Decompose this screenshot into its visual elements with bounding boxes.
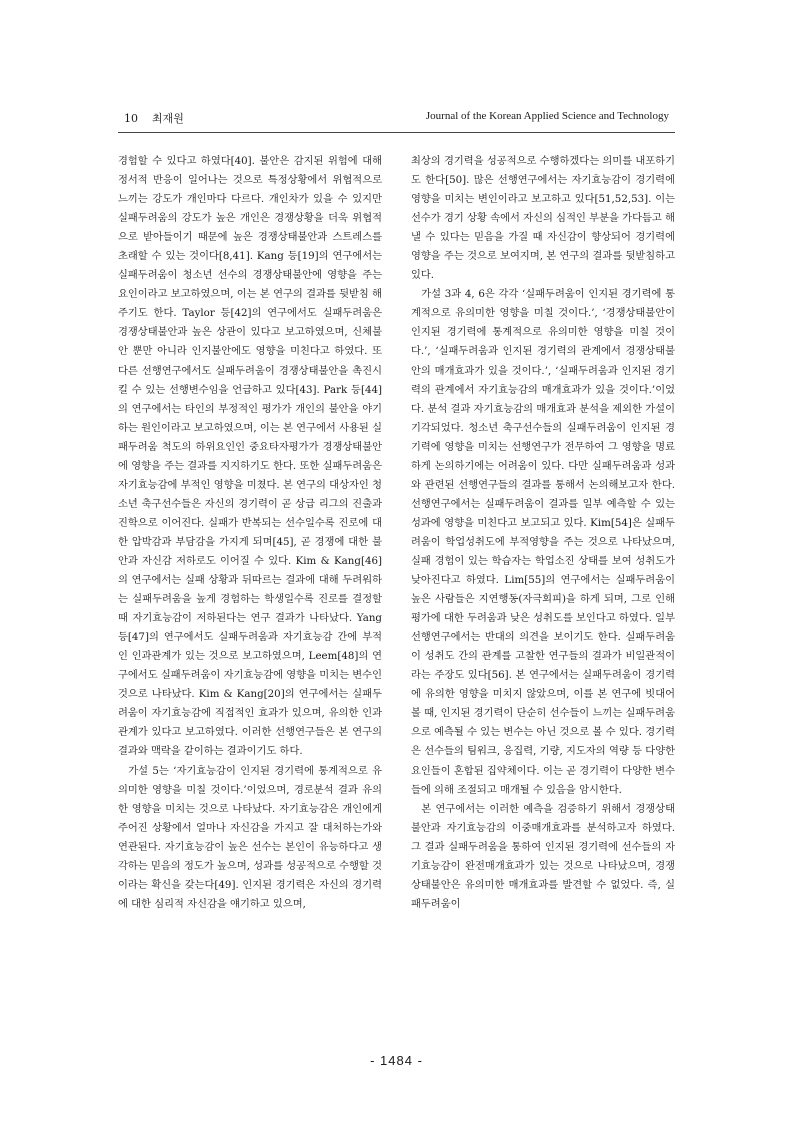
paragraph: 최상의 경기력을 성공적으로 수행하겠다는 의미를 내포하기도 한다[50]. 많은 선행연구에서는 자기효능감이 경기력에 영향을 미치는 변인이라고 보고하고 있다[51,52,53]. 이는 선수가 경기 상황 속에서 자신의 심적인 부분을 가다듬고 해낼 수 있다는 믿음을 가질 때 자신감이 향상되어 경기력에 영향을 주는 것으로 보여지며, 본 연구의 결과를 뒷받침하고 있다. — [411, 155, 675, 282]
right-column — [411, 152, 675, 914]
paragraph: 경험할 수 있다고 하였다[40]. 불안은 감지된 위험에 대해 정서적 반응이 일어나는 것으로 특정상황에서 위협적으로 느끼는 강도가 개인마다 다르다. 개인차가 있을 수 있지만 실패두려움의 강도가 높은 개인은 경쟁상황을 더욱 위협적으로 받아들이기 때문에 높은 경쟁상태불안과 스트레스를 초래할 수 있는 것이다[8,41]. Kang 등[19]의 연구에서는 실패두려움이 청소년 선수의 경쟁상태불안에 영향을 주는 요인이라고 보고하였으며, 이는 본 연구의 결과를 뒷받침 해주기도 한다. Taylor 등[42]의 연구에서도 실패두려움은 경쟁상태불안과 높은 상관이 있다고 보고하였으며, 신체불안 뿐만 아니라 인지불안에도 영향을 미친다고 하였다. 또 다른 선행연구에서도 실패두려움이 경쟁상태불안을 촉진시킬 수 있는 선행변수임을 언급하고 있다[43]. Park 등[44]의 연구에서는 타인의 부정적인 평가가 개인의 불안을 야기하는 원인이라고 보고하였으며, 이는 본 연구에서 사용된 실패두려움 척도의 하위요인인 중요타자평가가 경쟁상태불안에 영향을 주는 결과를 지지하기도 한다. 또한 실패두려움은 자기효능감에 부적인 영향을 미쳤다. 본 연구의 대상자인 청소년 축구선수들은 자신의 경기력이 곧 상급 리그의 진출과 진학으로 이어진다. 실패가 반복되는 선수일수록 진로에 대한 압박감과 부담감을 가지게 되며[45], 곧 경쟁에 대한 불안과 자신감 저하로도 이어질 수 있다. Kim & Kang[46]의 연구에서는 실패 상황과 뒤따르는 결과에 대해 두려워하는 실패두려움을 높게 경험하는 학생일수록 진로를 결정할 때 자기효능감이 저하된다는 연구 결과가 나타났다. Yang 등[47]의 연구에서도 실패두려움과 자기효능감 간에 부적인 인과관계가 있는 것으로 보고하였으며, Leem[48]의 연구에서도 실패두려움이 자기효능감에 영향을 미치는 변수인 것으로 나타났다. Kim & Kang[20]의 연구에서는 실패두려움이 자기효능감에 직접적인 효과가 있으며, 유의한 인과관계가 있다고 보고하였다. 이러한 선행연구들은 본 연구의 결과와 맥락을 같이하는 결과이기도 하다. — [118, 155, 382, 758]
left-column — [118, 152, 382, 914]
author-name: 최재원 — [152, 112, 184, 125]
paragraph: 가설 5는 ‘자기효능감이 인지된 경기력에 통계적으로 유의미한 영향을 미칠 것이다.’이었으며, 경로분석 결과 유의한 영향을 미치는 것으로 나타났다. 자기효능감은 개인에게 주어진 상황에서 얼마나 자신감을 가지고 잘 대처하는가와 연관된다. 자기효능감이 높은 선수는 본인이 유능하다고 생각하는 믿음의 정도가 높으며, 성과를 성공적으로 수행할 것이라는 확신을 갖는다[49]. 인지된 경기력은 자신의 경기력에 대한 심리적 자신감을 얘기하고 있으며, — [118, 764, 382, 910]
paragraph: 가설 3과 4, 6은 각각 ‘실패두려움이 인지된 경기력에 통계적으로 유의미한 영향을 미칠 것이다.’, ‘경쟁상태불안이 인지된 경기력에 통계적으로 유의미한 영향을 미칠 것이다.’, ‘실패두려움과 인지된 경기력의 관계에서 경쟁상태불안의 매개효과가 있을 것이다.’, ‘실패두려움과 인지된 경기력의 관계에서 자기효능감의 매개효과가 있을 것이다.’이었다. 분석 결과 자기효능감의 매개효과 분석을 제외한 가설이 기각되었다. 청소년 축구선수들의 실패두려움이 인지된 경기력에 영향을 미치는 선행연구가 전무하여 그 영향을 명료하게 논의하기에는 어려움이 있다. 다만 실패두려움과 성과와 관련된 선행연구들의 결과를 통해서 논의해보고자 한다. 선행연구에서는 실패두려움이 결과를 일부 예측할 수 있는 성과에 영향을 미친다고 보고되고 있다. Kim[54]은 실패두려움이 학업성취도에 부적영향을 주는 것으로 나타났으며, 실패 경험이 있는 학습자는 학업소진 상태를 보여 성취도가 낮아진다고 하였다. Lim[55]의 연구에서는 실패두려움이 높은 사람들은 지연행동(자극회피)을 하게 되며, 그로 인해 평가에 대한 두려움과 낮은 성취도를 보인다고 하였다. 일부 선행연구에서는 반대의 의견을 보이기도 한다. 실패두려움이 성취도 간의 관계를 고찰한 연구들의 결과가 비일관적이라는 주장도 있다[56]. 본 연구에서는 실패두려움이 경기력에 유의한 영향을 미치지 않았으며, 이를 본 연구에 빗대어 볼 때, 인지된 경기력이 단순히 선수들이 느끼는 실패두려움으로 예측될 수 있는 변수는 아닌 것으로 볼 수 있다. 경기력은 선수들의 팀워크, 응집력, 기량, 지도자의 역량 등 다양한 요인들이 혼합된 집약체이다. 이는 곧 경기력이 다양한 변수들에 의해 조절되고 매개될 수 있음을 암시한다. — [411, 288, 675, 796]
header-rule — [118, 132, 675, 133]
page-number: 10 — [124, 112, 138, 125]
header-left — [124, 110, 184, 126]
page-footer-number: - 1484 - — [370, 1053, 423, 1068]
journal-title: Journal of the Korean Applied Science and Technology — [425, 110, 669, 122]
paragraph: 본 연구에서는 이러한 예측을 검증하기 위해서 경쟁상태불안과 자기효능감의 이중매개효과를 분석하고자 하였다. 그 결과 실패두려움을 통하여 인지된 경기력에 선수들의 자기효능감이 완전매개효과가 있는 것으로 나타났으며, 경쟁상태불안은 유의미한 매개효과를 발견할 수 없었다. 즉, 실패두려움이 — [411, 802, 675, 910]
